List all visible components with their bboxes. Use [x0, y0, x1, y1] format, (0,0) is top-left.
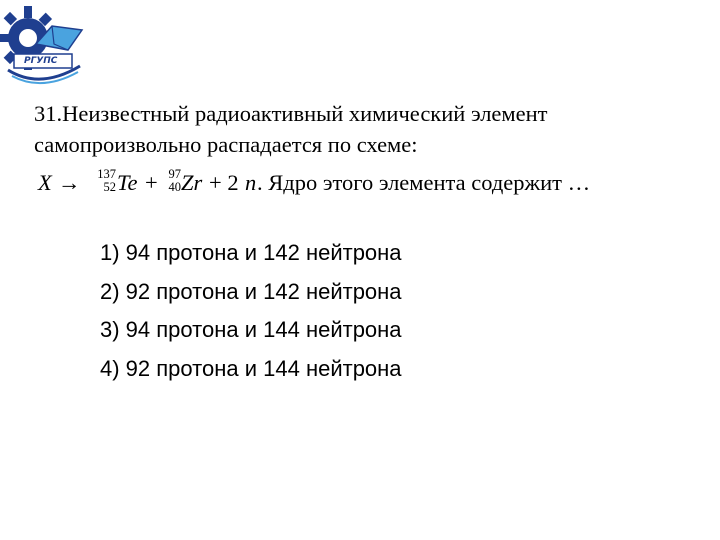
question-line-1: 31.Неизвестный радиоактивный химический элемент — [34, 101, 548, 126]
zr-mass-number: 97 — [168, 167, 181, 181]
answer-option-3[interactable]: 3) 94 протона и 144 нейтрона — [100, 317, 402, 342]
te-mass-number: 137 — [97, 167, 116, 181]
gear-book-logo-icon — [0, 0, 92, 90]
question-ending: . Ядро этого элемента содержит … — [257, 170, 591, 195]
university-logo — [0, 0, 92, 90]
question-line-2: самопроизвольно распадается по схеме: — [34, 132, 418, 157]
reaction-arrow: → — [58, 170, 81, 195]
unknown-element-symbol: X — [38, 170, 52, 195]
plus-sign-1: + — [145, 170, 158, 195]
te-atomic-number: 52 — [103, 180, 116, 194]
answer-option-4[interactable]: 4) 92 протона и 144 нейтрона — [100, 355, 402, 381]
question-text — [34, 98, 714, 160]
answer-option-2[interactable]: 2) 92 протона и 142 нейтрона — [100, 278, 402, 304]
zr-symbol: Zr — [181, 170, 203, 195]
plus-two-neutrons: + 2 — [209, 170, 239, 195]
answer-options — [100, 236, 402, 390]
logo-text: РГУПС — [24, 56, 58, 66]
te-symbol: Te — [117, 170, 138, 195]
zr-atomic-number: 40 — [168, 180, 181, 194]
answer-option-1[interactable]: 1) 94 протона и 142 нейтрона — [100, 240, 402, 265]
neutron-symbol: n — [245, 170, 257, 195]
te-nuclide-numbers — [86, 168, 116, 194]
zr-nuclide-numbers — [161, 168, 181, 194]
